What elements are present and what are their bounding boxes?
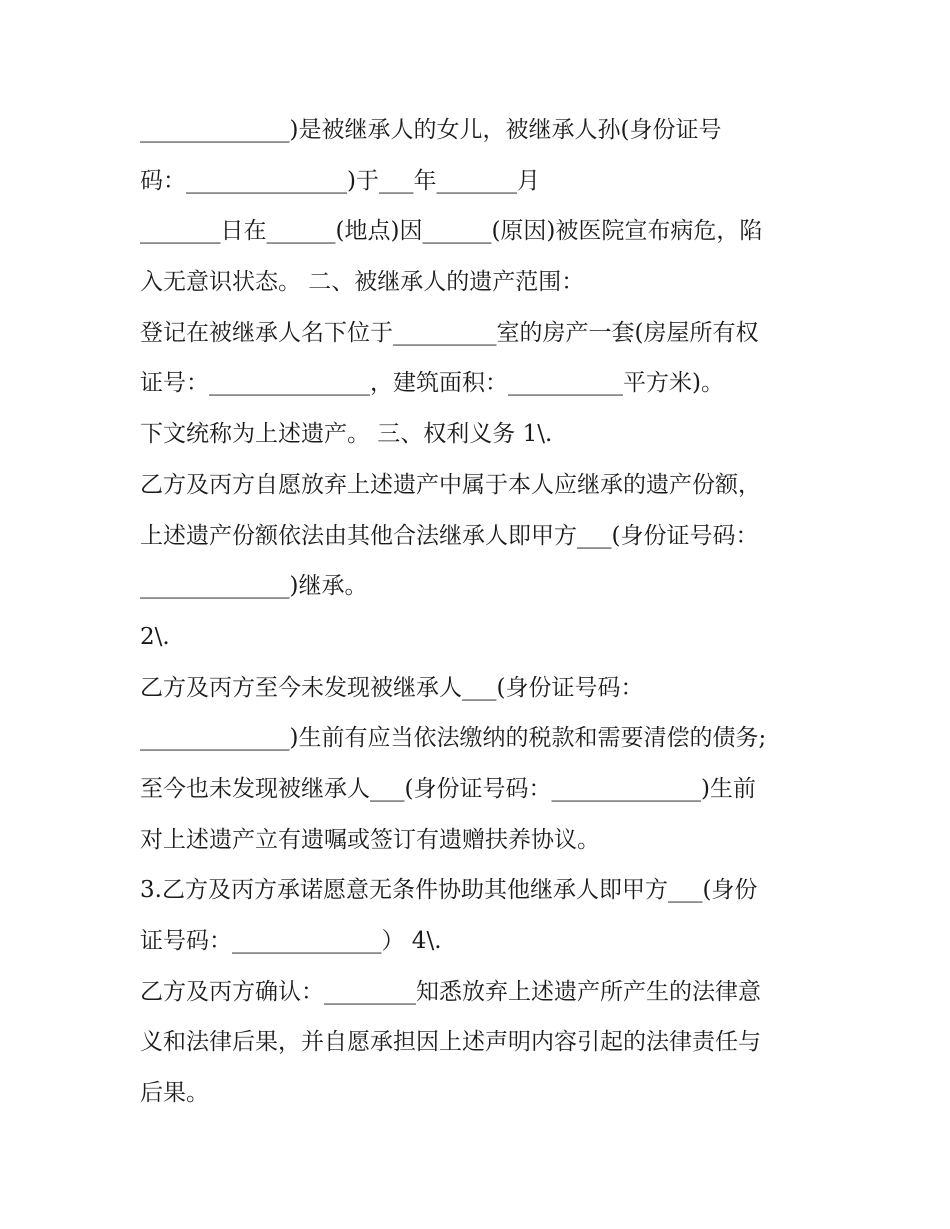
text-line: 对上述遗产立有遗嘱或签订有遗赠扶养协议。 — [140, 826, 600, 853]
document-body — [140, 105, 830, 1119]
text-line: 义和法律后果，并自愿承担因上述声明内容引起的法律责任与 — [140, 1029, 761, 1056]
text-line: 下文统称为上述遗产。 三、权利义务 1\. — [140, 421, 553, 448]
text-line: 乙方及丙方至今未发现被继承人___(身份证号码： — [140, 674, 644, 701]
text-line: 2\. — [140, 623, 170, 650]
text-line: 入无意识状态。 二、被继承人的遗产范围： — [140, 269, 585, 296]
text-line: 后果。 — [140, 1080, 209, 1107]
text-line: 乙方及丙方自愿放弃上述遗产中属于本人应继承的遗产份额， — [140, 471, 761, 498]
text-line: 至今也未发现被继承人___(身份证号码：_____________)生前 — [140, 775, 756, 802]
text-line: 证号码：_____________） 4\. — [140, 928, 442, 954]
text-line: _____________)继承。 — [140, 573, 368, 600]
text-line: 3.乙方及丙方承诺愿意无条件协助其他继承人即甲方___(身份 — [140, 877, 758, 904]
text-line: 登记在被继承人名下位于_________室的房产一套(房屋所有权 — [140, 319, 759, 346]
text-line: 证号：______________，建筑面积：__________平方米)。 — [140, 370, 724, 397]
text-line: 上述遗产份额依法由其他合法继承人即甲方___(身份证号码： — [140, 522, 759, 549]
text-line: _______日在______(地点)因______(原因)被医院宣布病危，陷 — [140, 218, 763, 245]
text-line: 乙方及丙方确认：________知悉放弃上述遗产所产生的法律意 — [140, 978, 761, 1005]
text-line: _____________)生前有应当依法缴纳的税款和需要清偿的债务; — [140, 725, 767, 752]
text-line: 码：______________)于___年_______月 — [140, 167, 540, 194]
text-line: _____________)是被继承人的女儿，被继承人孙(身份证号 — [140, 117, 722, 143]
